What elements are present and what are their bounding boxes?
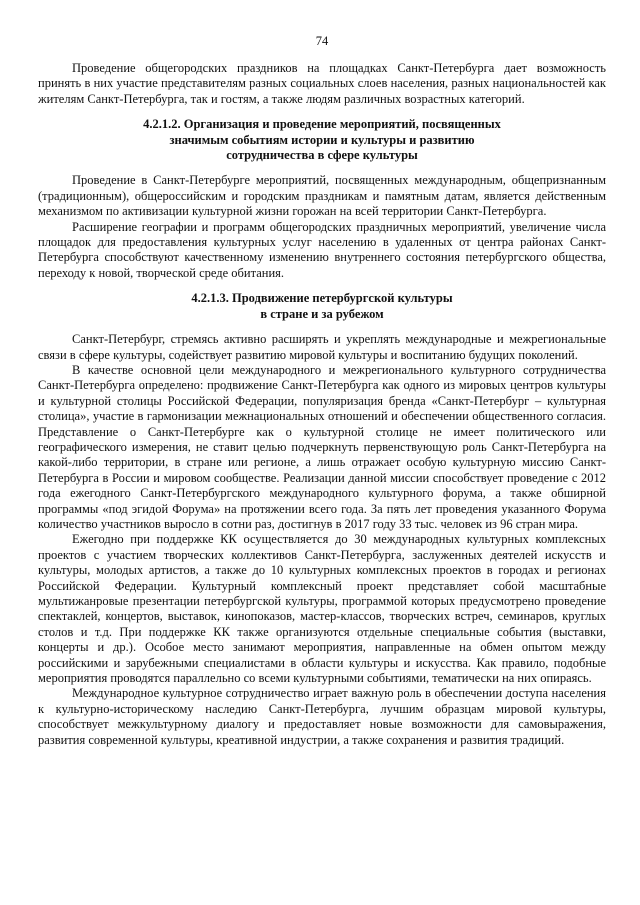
body-paragraph: Санкт-Петербург, стремясь активно расширять и укреплять международные и межрегиональные связи в сфере культуры, содействует развитию мировой культуры и воспитанию будущих поколений.	[38, 332, 606, 362]
heading-line: сотрудничества в сфере культуры	[226, 148, 418, 163]
body-paragraph: Ежегодно при поддержке КК осуществляется до 30 международных культурных комплексных проектов с участием творческих коллективов Санкт-Петербурга, заслуженных деятелей искусств и культуры, молодых артистов, а также до 10 культурных комплексных проектов в городах и регионах Российской Федерации. Культурный комплексный проект представляет собой масштабные мультижанровые презентации петербургской культуры, программой которых предусмотрено проведение спектаклей, концертов, выставок, кинопоказов, мастер-классов, творческих встреч, семинаров, круглых столов и т.д. При поддержке КК также организуются отдельные специальные события (выставки, концерты и др.). Особое место занимают мероприятия, направленные на обмен опытом между российскими и зарубежными специалистами в области культуры и искусства. Как правило, подобные мероприятия проводятся параллельно со всеми культурными событиями, тематически на них опираясь.	[38, 532, 606, 686]
body-paragraph: В качестве основной цели международного и межрегионального культурного сотрудничества Санкт-Петербурга определено: продвижение Санкт-Петербурга как одного из мировых центров культуры и культурной столицы Российской Федерации, популяризация бренда «Санкт-Петербург – культурная столица», участие в гармонизации межнациональных отношений и обеспечении общественного согласия. Представление о Санкт-Петербурге как о культурной столице не имеет политического или географического измерения, не ставит целью подчеркнуть первенствующую роль Санкт-Петербурга на какой-либо территории, в стране или регионе, а лишь отражает особую культурную миссию Санкт-Петербурга в России и мировом сообществе. Реализации данной миссии способствует проведение с 2012 года ежегодного Санкт-Петербургского международного культурного форума, а также обширной программы «под эгидой Форума» на протяжении всего года. За пять лет проведения указанного Форума количество участников выросло в сотни раз, достигнув в 2017 году 33 тыс. человек из 96 стран мира.	[38, 362, 606, 531]
section-heading-4-2-1-2	[38, 117, 606, 163]
heading-line: 4.2.1.2. Организация и проведение мероприятий, посвященных	[143, 117, 501, 132]
heading-line: в стране и за рубежом	[260, 306, 384, 321]
body-paragraph: Проведение в Санкт-Петербурге мероприятий, посвященных международным, общепризнанным (традиционным), общероссийским и городским праздникам и памятным датам, является действенным механизмом по активизации культурной жизни горожан на всей территории Санкт-Петербурга.	[38, 173, 606, 219]
body-paragraph: Расширение географии и программ общегородских праздничных мероприятий, увеличение числа площадок для предоставления культурных услуг населению в удаленных от центра районах Санкт-Петербурга способствуют качественному изменению внутреннего состояния петербургского общества, переходу к новой, творческой среде обитания.	[38, 219, 606, 280]
section-heading-4-2-1-3	[38, 291, 606, 322]
body-paragraph: Международное культурное сотрудничество играет важную роль в обеспечении доступа населения к культурно-историческому наследию Санкт-Петербурга, лучшим образцам мировой культуры, способствует межкультурному диалогу и предоставляет новые возможности для самовыражения, развития современной культуры, креативной индустрии, а также сохранения и развития традиций.	[38, 686, 606, 747]
heading-line: 4.2.1.3. Продвижение петербургской культуры	[191, 291, 453, 306]
intro-paragraph: Проведение общегородских праздников на площадках Санкт-Петербурга дает возможность принять в них участие представителям разных социальных слоев населения, разных национальностей как жителям Санкт-Петербурга, так и гостям, а также людям различных возрастных категорий.	[38, 61, 606, 106]
page-number: 74	[315, 34, 329, 48]
document-page	[38, 34, 606, 748]
heading-line: значимым событиям истории и культуры и развитию	[169, 132, 475, 147]
